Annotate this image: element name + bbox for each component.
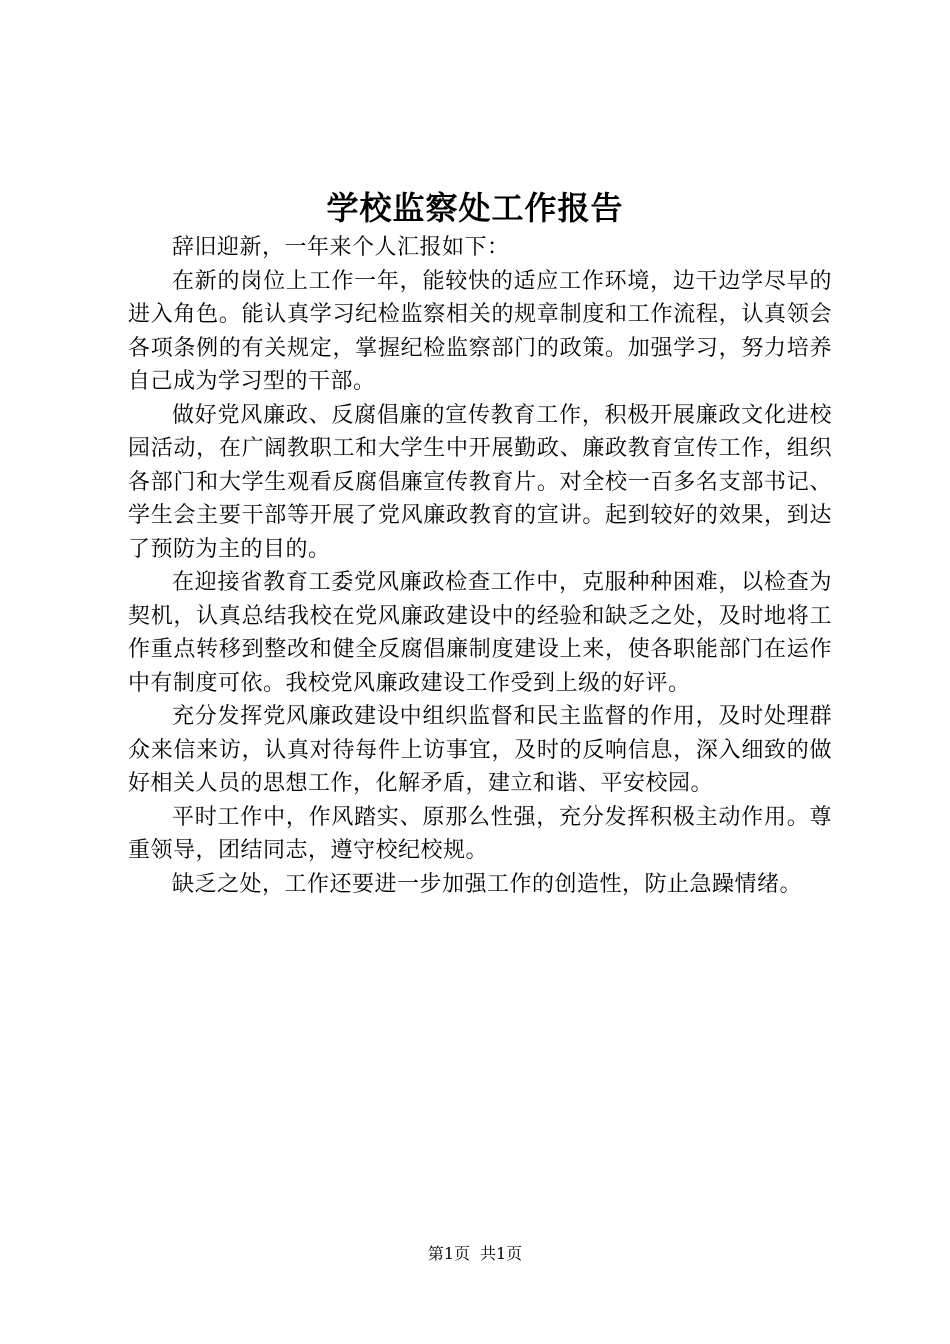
paragraph-intro: 辞旧迎新，一年来个人汇报如下：: [172, 235, 510, 260]
page-title: 学校监察处工作报告: [326, 189, 624, 227]
document-body: [128, 231, 832, 901]
paragraph-supervision: 充分发挥党风廉政建设中组织监督和民主监督的作用，及时处理群众来信来访，认真对待每件上访事宜，及时的反响信息，深入细致的做好相关人员的思想工作，化解矛盾，建立和谐、平安校园。: [128, 704, 832, 796]
page-footer: [0, 1243, 950, 1265]
paragraph-shortcomings: 缺乏之处，工作还要进一步加强工作的创造性，防止急躁情绪。: [172, 871, 803, 897]
paragraph-daily-work: 平时工作中，作风踏实、原那么性强，充分发挥积极主动作用。尊重领导，团结同志，遵守校纪校规。: [128, 804, 832, 863]
paragraph-inspection: 在迎接省教育工委党风廉政检查工作中，克服种种困难，以检查为契机，认真总结我校在党风廉政建设中的经验和缺乏之处，及时地将工作重点转移到整改和健全反腐倡廉制度建设上来，使各职能部门在运作中有制度可依。我校党风廉政建设工作受到上级的好评。: [128, 570, 832, 696]
page-number: 第1页: [427, 1244, 470, 1263]
page-total: 共1页: [480, 1244, 523, 1263]
paragraph-learning: 在新的岗位上工作一年，能较快的适应工作环境，边干边学尽早的进入角色。能认真学习纪检监察相关的规章制度和工作流程，认真领会各项条例的有关规定，掌握纪检监察部门的政策。加强学习，努力培养自己成为学习型的干部。: [128, 268, 832, 394]
paragraph-education: 做好党风廉政、反腐倡廉的宣传教育工作，积极开展廉政文化进校园活动，在广阔教职工和大学生中开展勤政、廉政教育宣传工作，组织各部门和大学生观看反腐倡廉宣传教育片。对全校一百多名支部书记、学生会主要干部等开展了党风廉政教育的宣讲。起到较好的效果，到达了预防为主的目的。: [128, 402, 832, 562]
